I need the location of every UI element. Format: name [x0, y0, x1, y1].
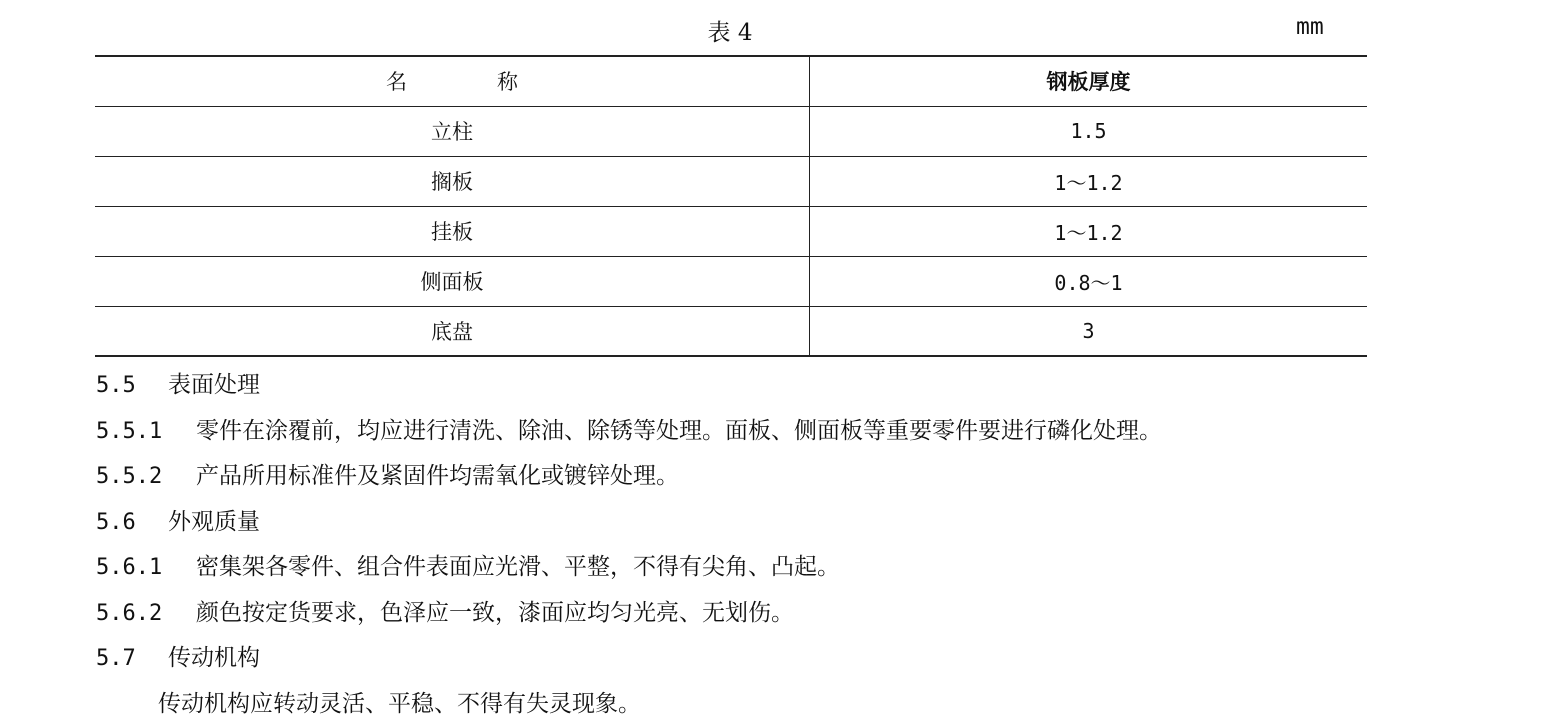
table-row [95, 256, 1367, 306]
cell-thickness: 1～1.2 [810, 206, 1368, 256]
cell-thickness: 1～1.2 [810, 156, 1368, 206]
clause-5-5-2 [96, 454, 1536, 500]
table-row [95, 206, 1367, 256]
cell-thickness: 0.8～1 [810, 256, 1368, 306]
clause-5-7 [96, 636, 1536, 682]
cell-part-name: 挂板 [95, 206, 810, 256]
table-row [95, 306, 1367, 356]
clause-text: 表面处理 [168, 372, 260, 398]
clause-text: 外观质量 [168, 509, 260, 535]
clause-text: 密集架各零件、组合件表面应光滑、平整，不得有尖角、凸起。 [196, 554, 840, 580]
steel-thickness-table [95, 55, 1367, 357]
clause-number: 5.5.1 [96, 409, 196, 455]
clause-5-5-1 [96, 409, 1536, 455]
clause-number: 5.6.2 [96, 591, 196, 637]
table-header-row [95, 56, 1367, 106]
table-row [95, 156, 1367, 206]
clause-number: 5.5.2 [96, 454, 196, 500]
cell-thickness: 1.5 [810, 106, 1368, 156]
column-header-name: 名称 [95, 56, 810, 106]
clause-text: 传动机构 [168, 645, 260, 671]
cell-part-name: 立柱 [95, 106, 810, 156]
cell-part-name: 侧面板 [95, 256, 810, 306]
clause-text: 颜色按定货要求，色泽应一致，漆面应均匀光亮、无划伤。 [196, 600, 794, 626]
cell-part-name: 搁板 [95, 156, 810, 206]
clause-text: 产品所用标准件及紧固件均需氧化或镀锌处理。 [196, 463, 679, 489]
cell-thickness: 3 [810, 306, 1368, 356]
clause-5-5 [96, 363, 1536, 409]
column-header-thickness: 钢板厚度 [810, 56, 1368, 106]
clause-text: 零件在涂覆前，均应进行清洗、除油、除锈等处理。面板、侧面板等重要零件要进行磷化处理。 [196, 418, 1162, 444]
clause-number: 5.5 [96, 363, 168, 409]
clause-5-7-paragraph: 传动机构应转动灵活、平稳、不得有失灵现象。 [96, 682, 1536, 727]
clause-5-6 [96, 500, 1536, 546]
clause-list [96, 363, 1536, 727]
clause-number: 5.6.1 [96, 545, 196, 591]
clause-5-6-1 [96, 545, 1536, 591]
clause-number: 5.7 [96, 636, 168, 682]
table-row [95, 106, 1367, 156]
clause-number: 5.6 [96, 500, 168, 546]
clause-5-6-2 [96, 591, 1536, 637]
table-unit: mm [1296, 14, 1324, 40]
table-caption: 表 4 [0, 14, 1460, 47]
cell-part-name: 底盘 [95, 306, 810, 356]
